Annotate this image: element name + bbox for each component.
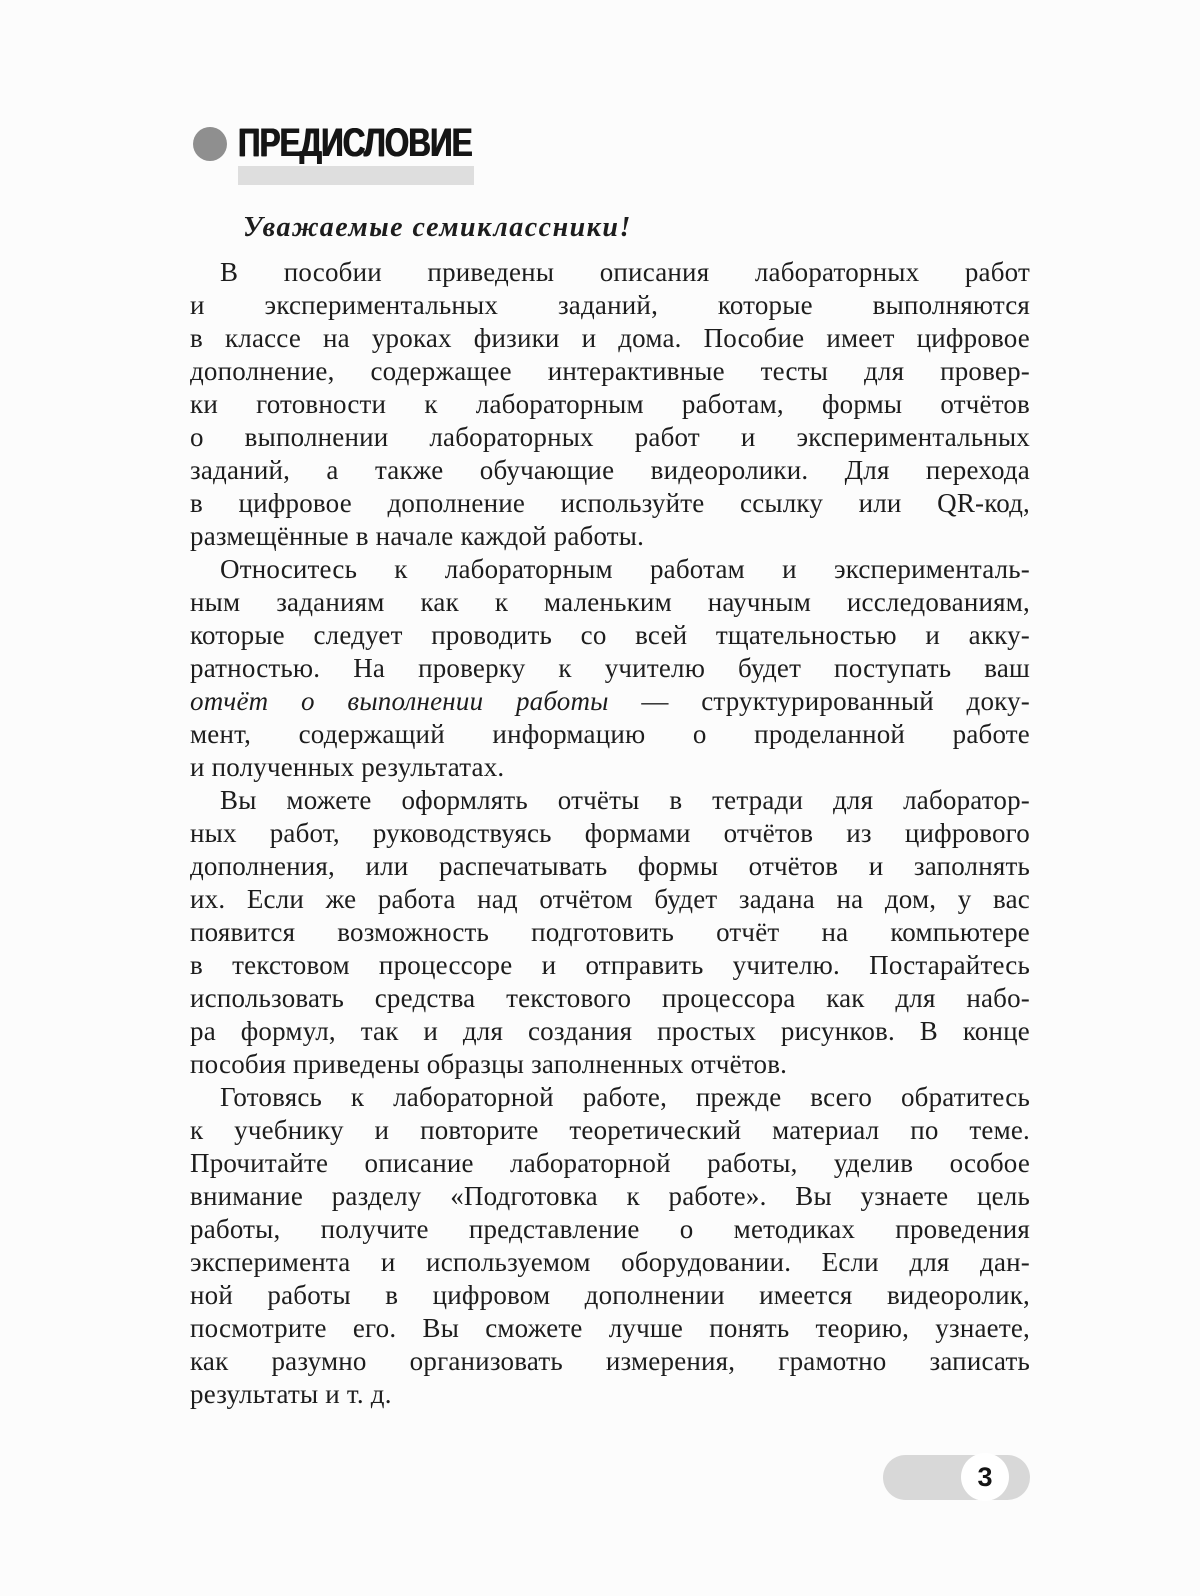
text-line: [190, 685, 1030, 718]
chapter-title: ПРЕДИСЛОВИЕ: [238, 121, 472, 165]
text-line: [190, 1378, 1030, 1411]
text-segment: В пособии приведены описания лабораторных работ: [220, 257, 1030, 287]
text-segment: о выполнении лабораторных работ и экспериментальных: [190, 422, 1030, 452]
paragraph: [190, 784, 1030, 1081]
salutation: Уважаемые семиклассники!: [243, 212, 632, 243]
text-line: [190, 982, 1030, 1015]
text-segment: к учебнику и повторите теоретический материал по теме.: [190, 1115, 1030, 1145]
text-line: [190, 1048, 1030, 1081]
text-line: [190, 256, 1030, 289]
text-line: [190, 421, 1030, 454]
text-segment: их. Если же работа над отчётом будет задана на дом, у вас: [190, 884, 1030, 914]
text-segment: использовать средства текстового процессора как для набо-: [190, 983, 1030, 1013]
text-line: [190, 1312, 1030, 1345]
text-line: [190, 355, 1030, 388]
text-segment: в текстовом процессоре и отправить учителю. Постарайтесь: [190, 950, 1030, 980]
text-segment: ратностью. На проверку к учителю будет поступать ваш: [190, 653, 1030, 683]
page-number: 3: [961, 1453, 1009, 1501]
text-segment: Прочитайте описание лабораторной работы, уделив особое: [190, 1148, 1030, 1178]
text-line: [190, 652, 1030, 685]
text-segment: ки готовности к лабораторным работам, формы отчётов: [190, 389, 1030, 419]
text-line: [190, 1345, 1030, 1378]
text-segment: посмотрите его. Вы сможете лучше понять теорию, узнаете,: [190, 1313, 1030, 1343]
text-line: [190, 916, 1030, 949]
text-line: [190, 487, 1030, 520]
text-line: [190, 1246, 1030, 1279]
text-segment: результаты и т. д.: [190, 1379, 392, 1409]
text-line: [190, 883, 1030, 916]
text-line: [190, 553, 1030, 586]
page-number-badge: [883, 1455, 1030, 1500]
text-line: [190, 619, 1030, 652]
text-segment: и экспериментальных заданий, которые выполняются: [190, 290, 1030, 320]
body-text: [190, 256, 1030, 1411]
text-segment: дополнения, или распечатывать формы отчётов и заполнять: [190, 851, 1030, 881]
text-segment: Вы можете оформлять отчёты в тетради для лаборатор-: [220, 785, 1030, 815]
text-segment: ра формул, так и для создания простых рисунков. В конце: [190, 1016, 1030, 1046]
text-segment: которые следует проводить со всей тщательностью и акку-: [190, 620, 1030, 650]
text-segment: пособия приведены образцы заполненных отчётов.: [190, 1049, 788, 1079]
text-segment: заданий, а также обучающие видеоролики. Для перехода: [190, 455, 1030, 485]
text-line: [190, 850, 1030, 883]
text-line: [190, 520, 1030, 553]
text-line: [190, 388, 1030, 421]
text-segment: в цифровое дополнение используйте ссылку или QR-код,: [190, 488, 1030, 518]
text-segment: ных работ, руководствуясь формами отчётов из цифрового: [190, 818, 1030, 848]
text-line: [190, 1015, 1030, 1048]
text-line: [190, 1147, 1030, 1180]
paragraph: [190, 1081, 1030, 1411]
text-segment: работы, получите представление о методиках проведения: [190, 1214, 1030, 1244]
text-line: [190, 1213, 1030, 1246]
text-segment: как разумно организовать измерения, грамотно записать: [190, 1346, 1030, 1376]
text-segment: в классе на уроках физики и дома. Пособие имеет цифровое: [190, 323, 1030, 353]
text-segment: ным заданиям как к маленьким научным исследованиям,: [190, 587, 1030, 617]
text-line: [190, 784, 1030, 817]
text-line: [190, 586, 1030, 619]
text-segment: внимание разделу «Подготовка к работе». Вы узнаете цель: [190, 1181, 1030, 1211]
paragraph: [190, 553, 1030, 784]
text-line: [190, 322, 1030, 355]
text-segment: дополнение, содержащее интерактивные тесты для провер-: [190, 356, 1030, 386]
text-line: [190, 289, 1030, 322]
text-segment: эксперимента и используемом оборудовании. Если для дан-: [190, 1247, 1030, 1277]
text-column: [190, 0, 1030, 1411]
text-line: [190, 817, 1030, 850]
text-segment: мент, содержащий информацию о проделанной работе: [190, 719, 1030, 749]
text-segment: Готовясь к лабораторной работе, прежде всего обратитесь: [220, 1082, 1030, 1112]
text-line: [190, 1081, 1030, 1114]
text-line: [190, 949, 1030, 982]
text-line: [190, 1279, 1030, 1312]
emphasized-text: отчёт о выполнении работы: [190, 686, 609, 716]
text-segment: — структурированный доку-: [608, 686, 1030, 716]
text-line: [190, 1180, 1030, 1213]
text-line: [190, 751, 1030, 784]
text-line: [190, 454, 1030, 487]
paragraph: [190, 256, 1030, 553]
text-line: [190, 718, 1030, 751]
text-segment: появится возможность подготовить отчёт на компьютере: [190, 917, 1030, 947]
text-segment: ной работы в цифровом дополнении имеется видеоролик,: [190, 1280, 1030, 1310]
text-segment: и полученных результатах.: [190, 752, 505, 782]
text-line: [190, 1114, 1030, 1147]
text-segment: размещённые в начале каждой работы.: [190, 521, 645, 551]
text-segment: Относитесь к лабораторным работам и эксперименталь-: [220, 554, 1030, 584]
